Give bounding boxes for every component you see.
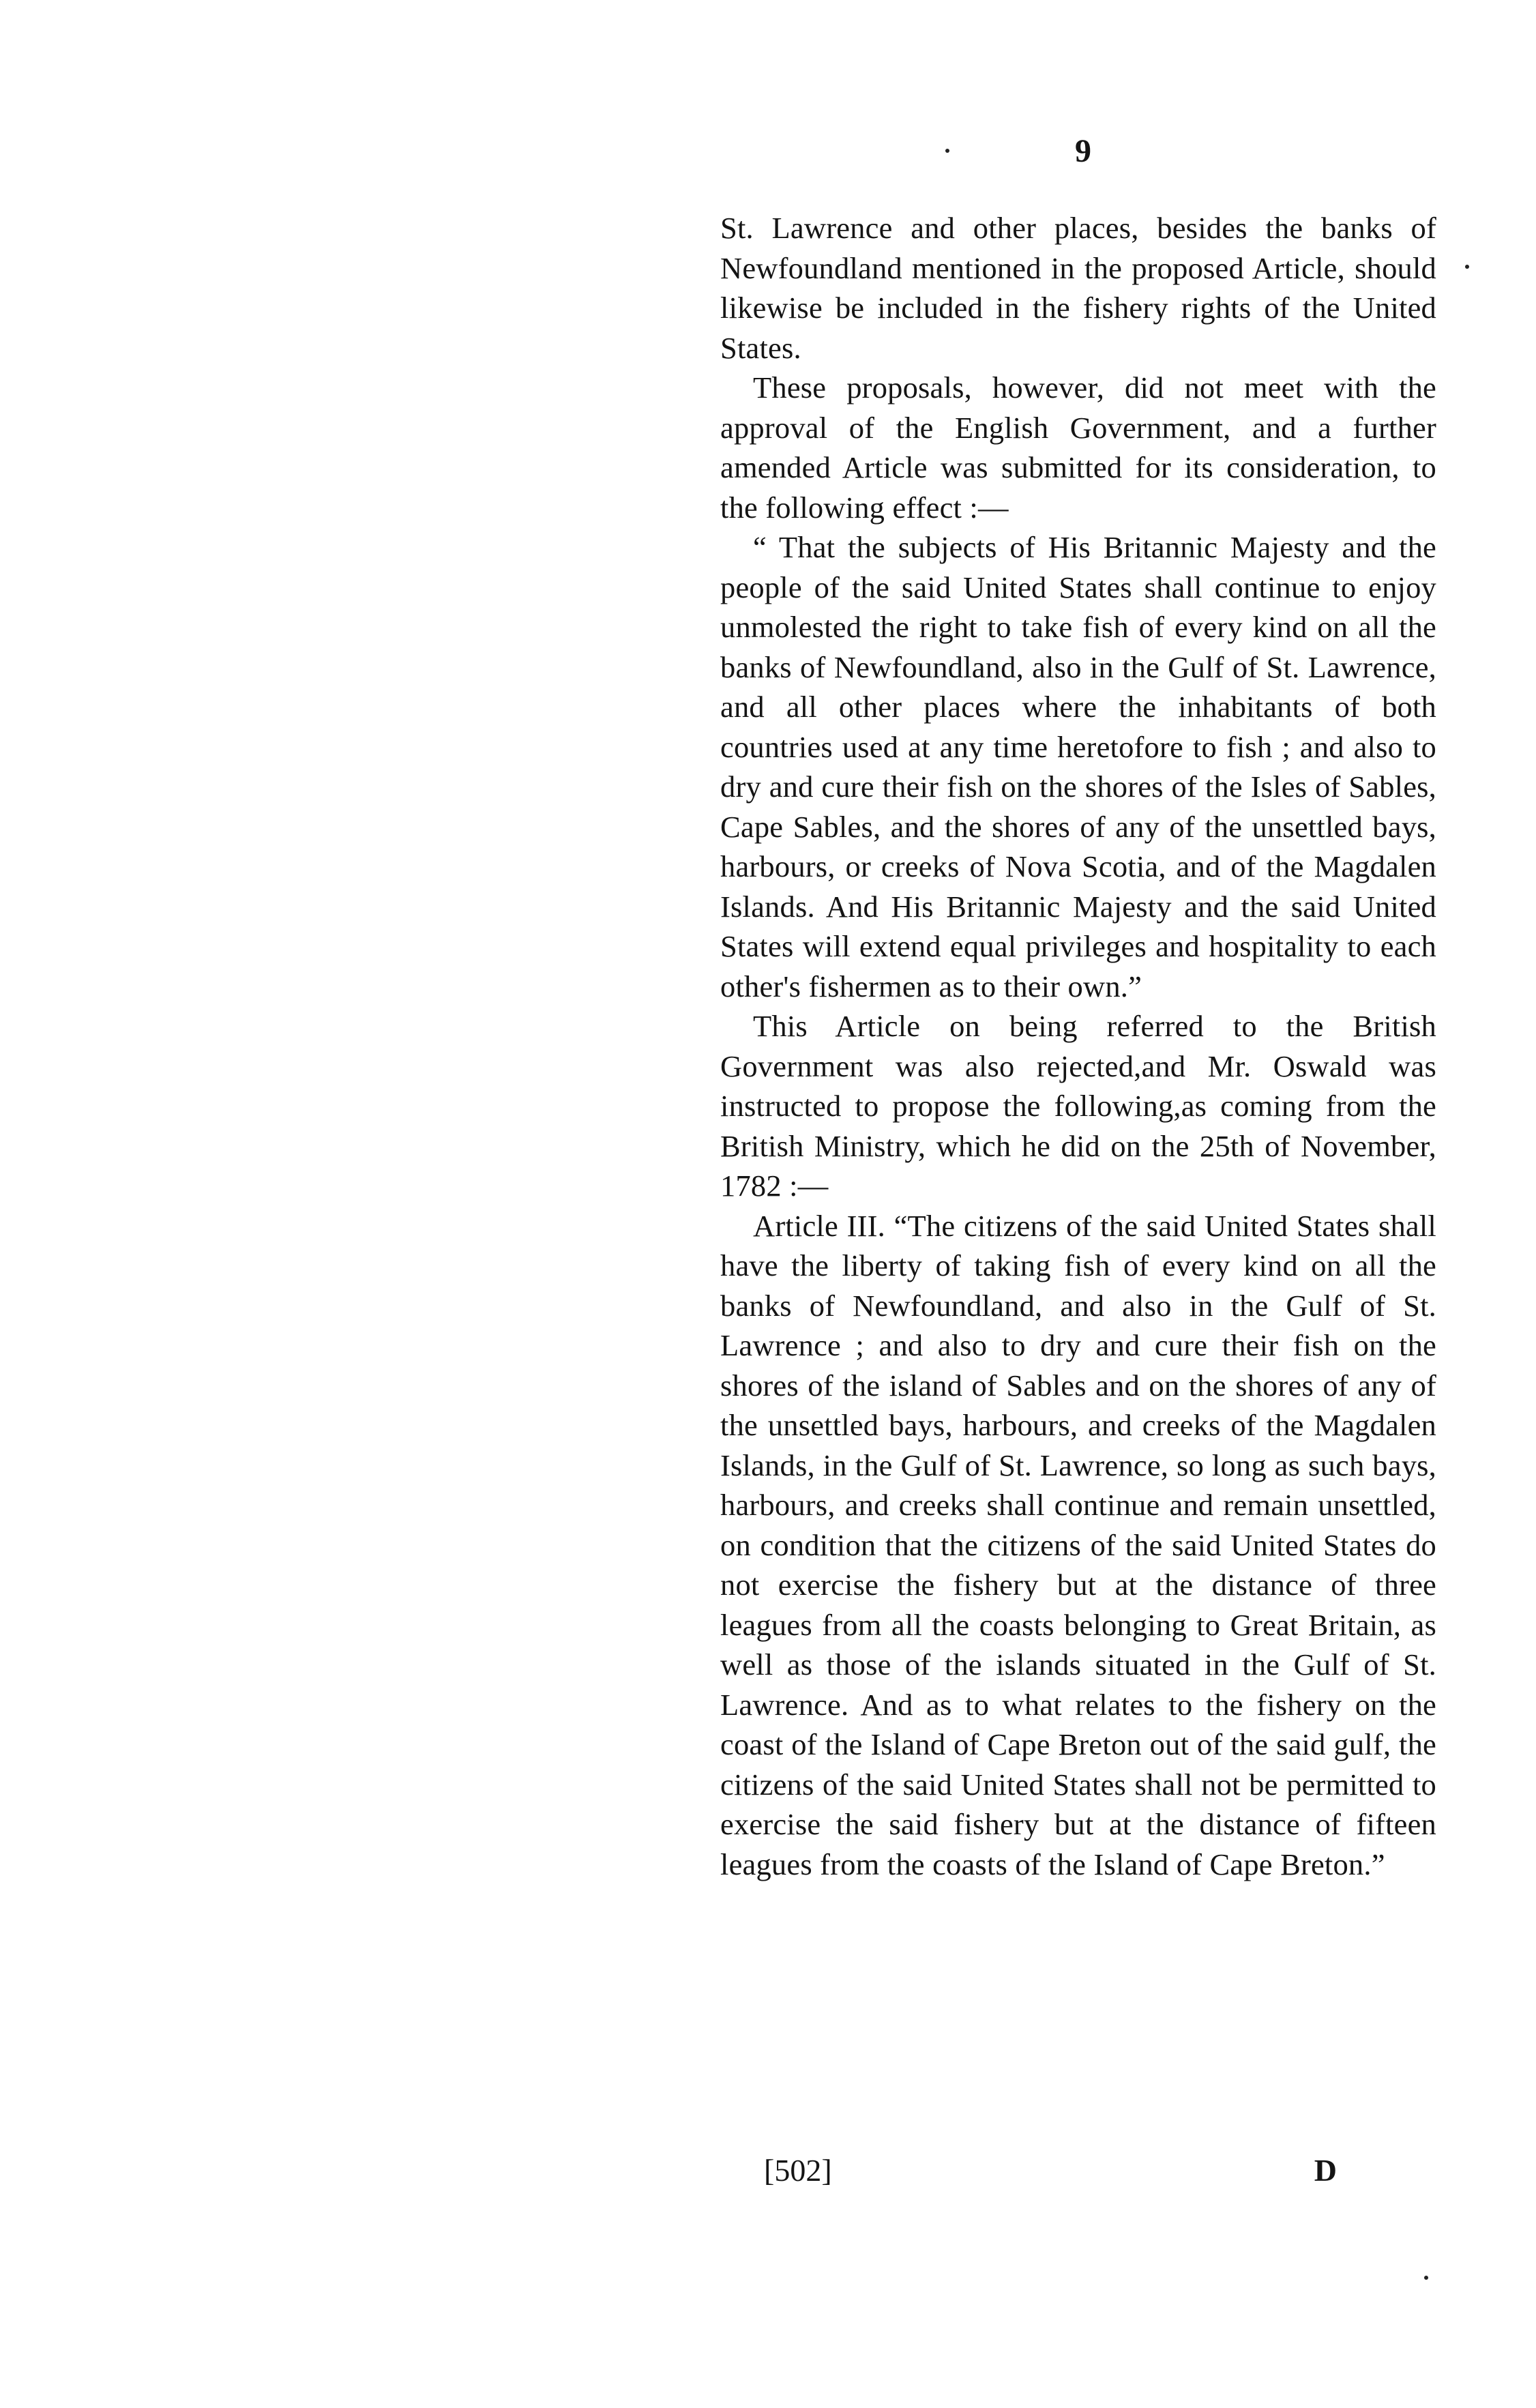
paragraph-oswald-instructions: This Article on being referred to the British Government was also rejected,and Mr. Oswald was instructed to propose the following,as coming from the British Ministry, which he did on the 25th of November, 1782 :—	[720, 1009, 1436, 1203]
sheet-letter: D	[1314, 2153, 1337, 2188]
body-text	[720, 208, 1436, 1884]
signature-mark: [502]	[764, 2153, 832, 2188]
paragraph-proposals: These proposals, however, did not meet with the approval of the English Government, and a further amended Article was submitted for its consideration, to the following effect :—	[720, 370, 1436, 525]
page-number: 9	[1075, 133, 1091, 169]
paragraph-continuation: St. Lawrence and other places, besides the banks of Newfoundland mentioned in the proposed Article, should likewise be included in the fishery rights of the United States.	[720, 211, 1436, 365]
print-speck	[1465, 265, 1469, 269]
print-speck	[945, 149, 949, 153]
print-speck	[1424, 2276, 1428, 2280]
paragraph-amended-article-quote: “ That the subjects of His Britannic Majesty and the people of the said United States shall continue to enjoy unmolested the right to take fish of every kind on all the banks of Newfoundland, also in the Gulf of St. Lawrence, and all other places where the inhabitants of both countries used at any time heretofore to fish ; and also to dry and cure their fish on the shores of the Isles of Sables, Cape Sables, and the shores of any of the unsettled bays, harbours, or creeks of Nova Scotia, and of the Magdalen Islands. And His Britannic Majesty and the said United States will extend equal privileges and hospitality to each other's fishermen as to their own.”	[720, 530, 1436, 1003]
paragraph-article-three: Article III. “The citizens of the said United States shall have the liberty of taking fish of every kind on all the banks of Newfoundland, and also in the Gulf of St. Lawrence ; and also to dry and cure their fish on the shores of the island of Sables and on the shores of any of the unsettled bays, harbours, and creeks of the Magdalen Islands, in the Gulf of St. Lawrence, so long as such bays, harbours, and creeks shall continue and remain unsettled, on condition that the citizens of the said United States do not exercise the fishery but at the distance of three leagues from all the coasts belonging to Great Britain, as well as those of the islands situated in the Gulf of St. Lawrence. And as to what relates to the fishery on the coast of the Island of Cape Breton out of the said gulf, the citizens of the said United States shall not be permitted to exercise the said fishery but at the distance of fifteen leagues from the coasts of the Island of Cape Breton.”	[720, 1208, 1436, 1881]
page-footer	[764, 2150, 1337, 2191]
